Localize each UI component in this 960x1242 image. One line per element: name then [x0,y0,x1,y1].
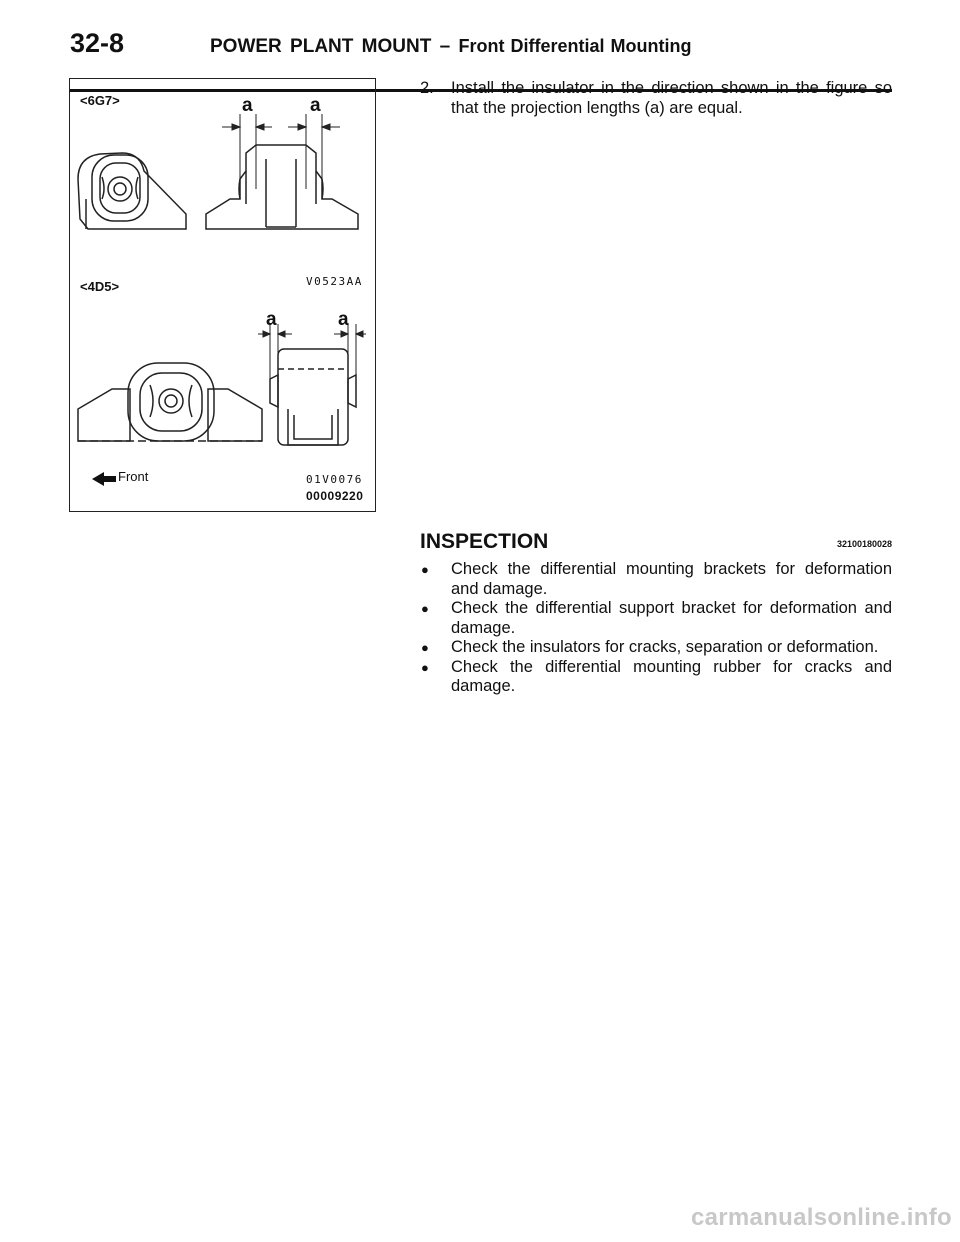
list-item-text: Check the differential mounting rubber for cracks and damage. [451,657,892,695]
figure-code-top: V0523AA [306,275,363,288]
inspection-list [420,560,892,697]
engine-label-4d5: <4D5> [80,279,120,294]
insulator-6g7-side-view [78,153,186,229]
dimension-label-a: a [310,95,321,116]
mounting-figure [69,78,376,512]
step-text: Install the insulator in the direction shown in the figure so that the projection lengths (a) are equal. [451,79,892,117]
bullet-icon: ● [421,562,429,577]
dimension-label-a: a [338,309,349,330]
section-code: 32100180028 [836,539,892,549]
mounting-illustration [70,79,375,511]
inspection-heading [420,530,892,554]
insulator-4d5-side-view [78,363,262,441]
watermark-link[interactable]: carmanualsonline.info [690,1204,952,1231]
section-title-main: POWER PLANT MOUNT [210,36,432,57]
page-title [210,36,691,58]
dimension-label-a: a [242,95,253,116]
title-separator: – [439,36,451,57]
list-item-text: Check the differential support bracket for deformation and damage. [451,599,892,637]
page-number: 32-8 [70,28,125,58]
dimension-markers-top [222,114,340,189]
list-item [420,658,892,697]
bullet-icon: ● [421,601,429,616]
step-number: 2. [420,79,434,97]
list-item [420,560,892,599]
dimension-label-a: a [266,309,277,330]
section-title-sub: Front Differential Mounting [458,36,692,56]
section-heading: INSPECTION [420,530,549,553]
insulator-6g7-front-view [206,145,358,229]
insulator-4d5-front-view [270,349,356,445]
list-item-text: Check the differential mounting brackets for deformation and damage. [451,560,892,598]
front-direction-label: Front [118,469,149,484]
bullet-icon: ● [421,659,429,675]
bullet-icon: ● [421,640,429,655]
list-item [420,599,892,638]
list-item-text: Check the insulators for cracks, separation or deformation. [451,638,879,656]
figure-number: 00009220 [306,489,364,503]
figure-code-bottom: 01V0076 [306,473,363,486]
engine-label-6g7: <6G7> [80,93,120,108]
page-header [70,28,892,60]
dimension-markers-bottom [258,324,366,379]
front-arrow-icon [92,472,116,486]
install-step [420,78,892,118]
list-item [420,638,892,658]
